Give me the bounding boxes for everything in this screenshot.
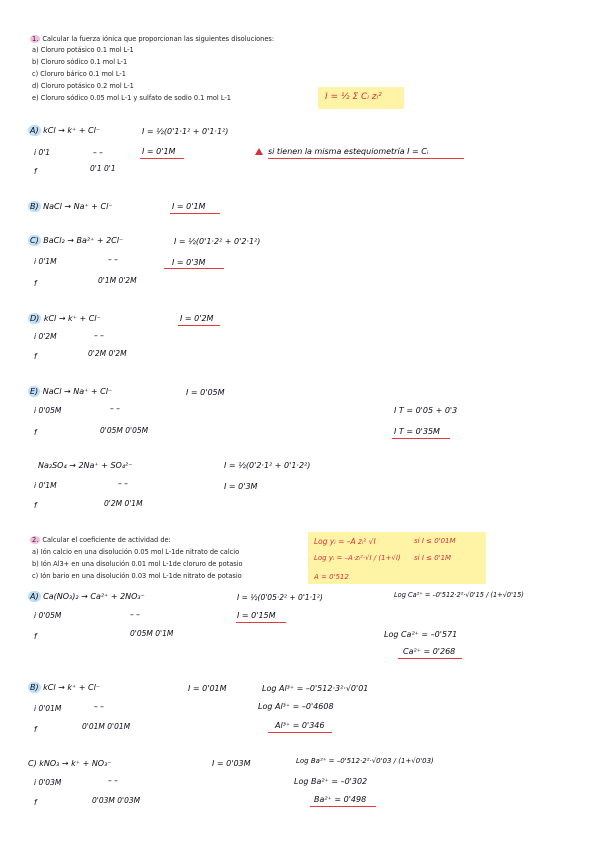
e1e-row2-f: f [34,501,37,510]
e1c-label: C) [30,236,39,245]
e1d-result-underline [178,325,220,326]
e1c-row-i: i 0'1M [34,257,57,266]
e1c-row-f-values: 0'1M 0'2M [98,276,137,285]
ionic-strength-formula: I = ½ Σ Cᵢ zᵢ² [325,92,382,102]
e1c-row-i-dash: – – [108,255,118,264]
activity-formula-1: Log yᵢ = –A zᵢ² √I [314,537,376,546]
e2b-final: Al³⁺ = 0'346 [275,721,325,730]
exercise1-title: Calcular la fuerza iónica que proporcionan las siguientes disoluciones: [42,35,275,43]
e2b-row-f: f [34,725,37,734]
e2c-final-underline [310,806,376,807]
e1a-row-i-dash: – – [93,148,103,157]
e1d-row-f-values: 0'2M 0'2M [88,349,127,358]
e2c-row-f-values: 0'03M 0'03M [92,796,141,805]
e1d-row-i-dash: – – [94,331,104,340]
exercise2-title: Calcular el coeficiente de actividad de: [42,536,171,544]
e2c-reaction: kNO₃ → k⁺ + NO₃⁻ [39,759,112,768]
activity-cond-1: si I ≤ 0'01M [414,537,456,545]
exercise1-item-b: b) Cloruro sódico 0.1 mol L-1 [32,58,128,66]
e2b-reaction-line [28,684,100,692]
e2a-final-underline [398,658,462,659]
e1e-row-i-dash: – – [110,404,120,413]
e1a-reaction-line [28,127,100,135]
e2b-reaction: kCl → k⁺ + Cl⁻ [43,683,101,692]
e1e-total-result: I T = 0'35M [394,427,440,436]
e1a-note-underline [268,158,464,159]
e2b-row-i-dash: – – [94,702,104,711]
e1d-result: I = 0'2M [180,314,214,323]
e1e-row-f: f [34,428,37,437]
e2c-result: I = 0'03M [212,759,251,768]
exercise2-number: 2. [32,536,39,544]
e1c-result-underline [164,268,224,269]
e1e-total-calc: I T = 0'05 + 0'3 [394,406,458,415]
e2a-reaction: Ca(NO₃)₂ → Ca²⁺ + 2NO₃⁻ [43,592,145,601]
e2c-row-f: f [34,798,37,807]
e1b-reaction: NaCl → Na⁺ + Cl⁻ [43,202,113,211]
e1b-reaction-line [28,203,113,211]
e1a-reaction: kCl → k⁺ + Cl⁻ [43,126,101,135]
e2a-reaction-line [28,593,145,601]
e2c-log-calc: Log Ba²⁺ = –0'512·2²·√0'03 / (1+√0'03) [296,757,434,765]
e1d-reaction: kCl → k⁺ + Cl⁻ [43,314,101,323]
e1e-result: I = 0'05M [186,388,225,397]
e1e-row2-i: i 0'1M [34,481,57,490]
e1e-result-2: I = 0'3M [224,482,258,491]
e1e-label: E) [30,387,39,396]
e2a-result: I = 0'15M [237,611,276,620]
e1a-row-i: i 0'1 [34,148,51,157]
e1d-row-i: i 0'2M [34,332,57,341]
e1c-reaction: BaCl₂ → Ba²⁺ + 2Cl⁻ [43,236,124,245]
e1c-reaction-line [28,237,123,245]
e1b-result-underline [170,213,220,214]
e2a-log-value: Log Ca²⁺ = –0'571 [384,630,458,639]
e2b-row-f-values: 0'01M 0'01M [82,722,131,731]
activity-constant: A = 0'512 [314,573,349,581]
e1e-row2-f-values: 0'2M 0'1M [104,499,143,508]
exercise2-item-c: c) Ión bario en una disolución 0.03 mol L-1de nitrato de potasio [32,572,242,580]
e2b-label: B) [30,683,39,692]
e1e-calc-2: I = ½(0'2·1² + 0'1·2²) [224,461,311,470]
e2a-final: Ca²⁺ = 0'268 [403,647,456,656]
e2b-final-underline [268,732,332,733]
e1d-row-f: f [34,352,37,361]
e1e-reaction-2: Na₂SO₄ → 2Na⁺ + SO₄²⁻ [38,461,133,470]
e2c-row-i-dash: – – [108,776,118,785]
exercise2-item-b: b) Ión Al3+ en una disolución 0.01 mol L-1de cloruro de potasio [32,560,243,568]
e2a-row-i-dash: – – [130,610,140,619]
e2a-row-f: f [34,632,37,641]
e2c-final: Ba²⁺ = 0'498 [314,795,367,804]
e2b-log-calc: Log Al³⁺ = –0'512·3²·√0'01 [262,684,369,693]
e1e-reaction: NaCl → Na⁺ + Cl⁻ [42,387,113,396]
e1a-label: A) [30,126,39,135]
e1e-row-f-values: 0'05M 0'05M [100,426,149,435]
activity-formula-2: Log yᵢ = –A·zᵢ²·√I / (1+√I) [314,554,401,562]
e1a-calc: I = ½(0'1·1² + 0'1·1²) [142,127,229,136]
e1a-result-underline [140,158,184,159]
exercise1-number: 1. [32,35,39,43]
e1c-calc: I = ½(0'1·2² + 0'2·1²) [174,237,261,246]
e1b-result: I = 0'1M [172,202,206,211]
e1b-label: B) [30,202,39,211]
e1c-row-f: f [34,279,37,288]
e1e-reaction-line [28,388,112,396]
e1a-result: I = 0'1M [142,147,176,156]
e2a-row-f-values: 0'05M 0'1M [130,629,174,638]
e1a-row-f: f [34,167,37,176]
e1a-row-f-values: 0'1 0'1 [90,164,116,173]
e1a-note: si tienen la misma estequiometría I = Cᵢ [268,147,429,156]
exercise1-statement [30,36,274,43]
e2b-row-i: i 0'01M [34,704,62,713]
exercise1-item-a: a) Cloruro potásico 0.1 mol L-1 [32,46,134,54]
e1e-row2-i-dash: – – [118,479,128,488]
exercise1-item-c: c) Cloruro bárico 0.1 mol L-1 [32,70,126,78]
e2c-reaction-line [28,760,112,768]
e2b-result: I = 0'01M [188,684,227,693]
e2c-row-i: i 0'03M [34,778,62,787]
e1e-row-i: i 0'05M [34,406,62,415]
e1c-result: I = 0'3M [172,258,206,267]
exercise2-item-a: a) Ión calcio en una disolución 0.05 mol L-1de nitrato de calcio [32,548,240,556]
e2c-log-value: Log Ba²⁺ = –0'302 [294,777,368,786]
e1d-reaction-line [28,315,101,323]
e2a-result-underline [236,622,286,623]
exercise1-item-d: d) Cloruro potásico 0.2 mol L-1 [32,82,134,90]
exercise1-item-e: e) Cloruro sódico 0.05 mol L-1 y sulfato de sodio 0.1 mol L-1 [32,94,231,102]
warning-icon [255,148,263,155]
e2a-log-calc: Log Ca²⁺ = –0'512·2²·√0'15 / (1+√0'15) [394,591,524,599]
e2c-label: C) [28,759,37,768]
e2a-label: A) [30,592,39,601]
activity-cond-2: si I ≤ 0'1M [414,554,452,562]
e1d-label: D) [30,314,40,323]
e1e-total-underline [392,438,450,439]
e2a-calc: I = ½(0'05·2² + 0'1·1²) [237,593,323,602]
e2b-log-value: Log Al³⁺ = –0'4608 [258,702,334,711]
exercise2-statement [30,537,171,544]
e2a-row-i: i 0'05M [34,611,62,620]
